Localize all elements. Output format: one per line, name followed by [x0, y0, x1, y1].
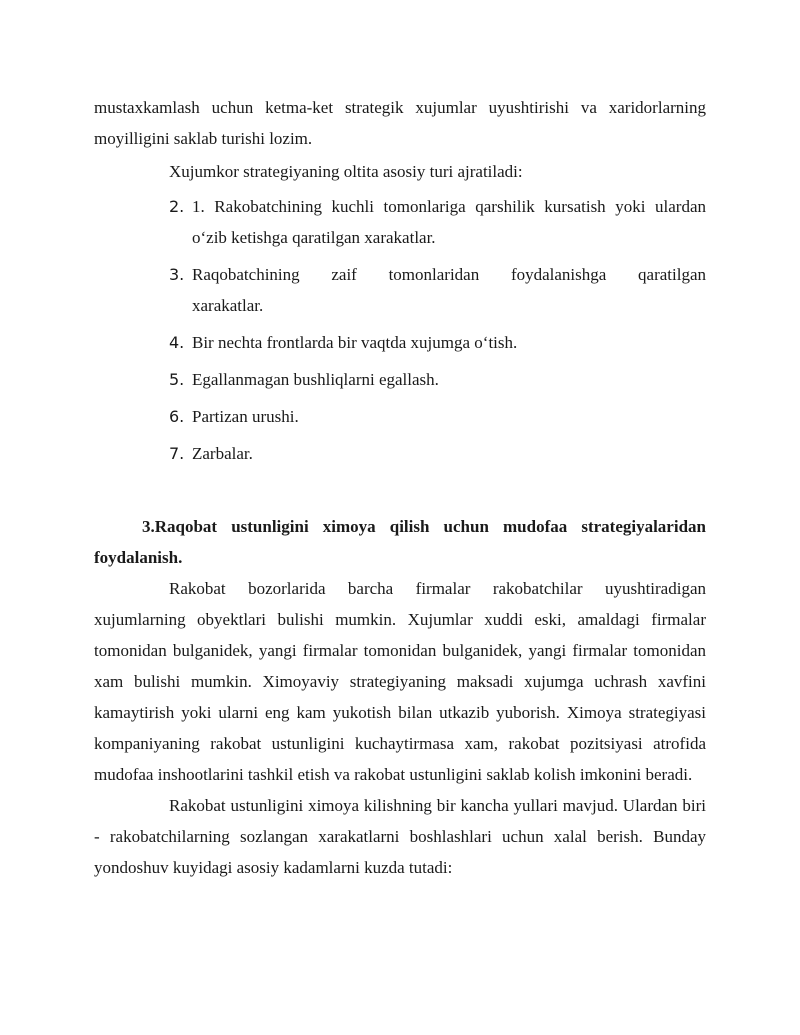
- list-item-number: 6.: [169, 407, 185, 426]
- list-item-text: Egallanmagan bushliqlarni egallash.: [192, 370, 439, 389]
- spacer: [94, 475, 706, 511]
- list-item-number: 4.: [169, 333, 185, 352]
- attack-types-list: [94, 191, 706, 469]
- list-item: [94, 401, 706, 432]
- list-item-text: Partizan urushi.: [192, 407, 299, 426]
- list-item: [94, 259, 706, 321]
- paragraph-defense-1: Rakobat bozorlarida barcha firmalar rakobatchilar uyushtiradigan xujumlarning obyektlari bulishi mumkin. Xujumlar xuddi eski, amaldagi firmalar tomonidan bulganidek, yangi firmalar tomonidan bulganidek, yangi firmalar tomonidan xam bulishi mumkin. Ximoyaviy strategiyaning maksadi xujumga uchrash xavfini kamaytirish yoki ularni eng kam yukotish bilan utkazib yuborish. Ximoya strategiyasi kompaniyaning rakobat ustunligini kuchaytirmasa xam, rakobat pozitsiyasi atrofida mudofaa inshootlarini tashkil etish va rakobat ustunligini saklab kolish imkonini beradi.: [94, 579, 706, 784]
- list-item-text-line: xarakatlar.: [192, 296, 264, 315]
- paragraph-continuation: mustaxkamlash uchun ketma-ket strategik xujumlar uyushtirishi va xaridorlarning moyilligini saklab turishi lozim.: [94, 98, 706, 148]
- list-item-text-line: Raqobatchining zaif tomonlaridan foydalanishga qaratilgan: [192, 265, 706, 284]
- list-item-number: 5.: [169, 370, 185, 389]
- list-item: [94, 438, 706, 469]
- list-item-text: 1. Rakobatchining kuchli tomonlariga qarshilik kursatish yoki ulardan o‘zib ketishga qaratilgan xarakatlar.: [192, 197, 706, 247]
- document-page: [94, 92, 706, 883]
- list-item: [94, 191, 706, 253]
- list-item: [94, 364, 706, 395]
- list-intro: Xujumkor strategiyaning oltita asosiy turi ajratiladi:: [169, 162, 523, 181]
- list-item-text: Bir nechta frontlarda bir vaqtda xujumga o‘tish.: [192, 333, 518, 352]
- list-item-text: Zarbalar.: [192, 444, 253, 463]
- paragraph-defense-2: Rakobat ustunligini ximoya kilishning bir kancha yullari mavjud. Ulardan biri - rakobatchilarning sozlangan xarakatlarni boshlashlari uchun xalal berish. Bunday yondoshuv kuyidagi asosiy kadamlarni kuzda tutadi:: [94, 796, 706, 877]
- list-item: [94, 327, 706, 358]
- list-item-number: 2.: [169, 197, 185, 216]
- list-item-number: 3.: [169, 265, 185, 284]
- section-heading: 3.Raqobat ustunligini ximoya qilish uchun mudofaa strategiyalaridan foydalanish.: [94, 517, 706, 567]
- list-item-text: [192, 259, 706, 290]
- list-item-number: 7.: [169, 444, 185, 463]
